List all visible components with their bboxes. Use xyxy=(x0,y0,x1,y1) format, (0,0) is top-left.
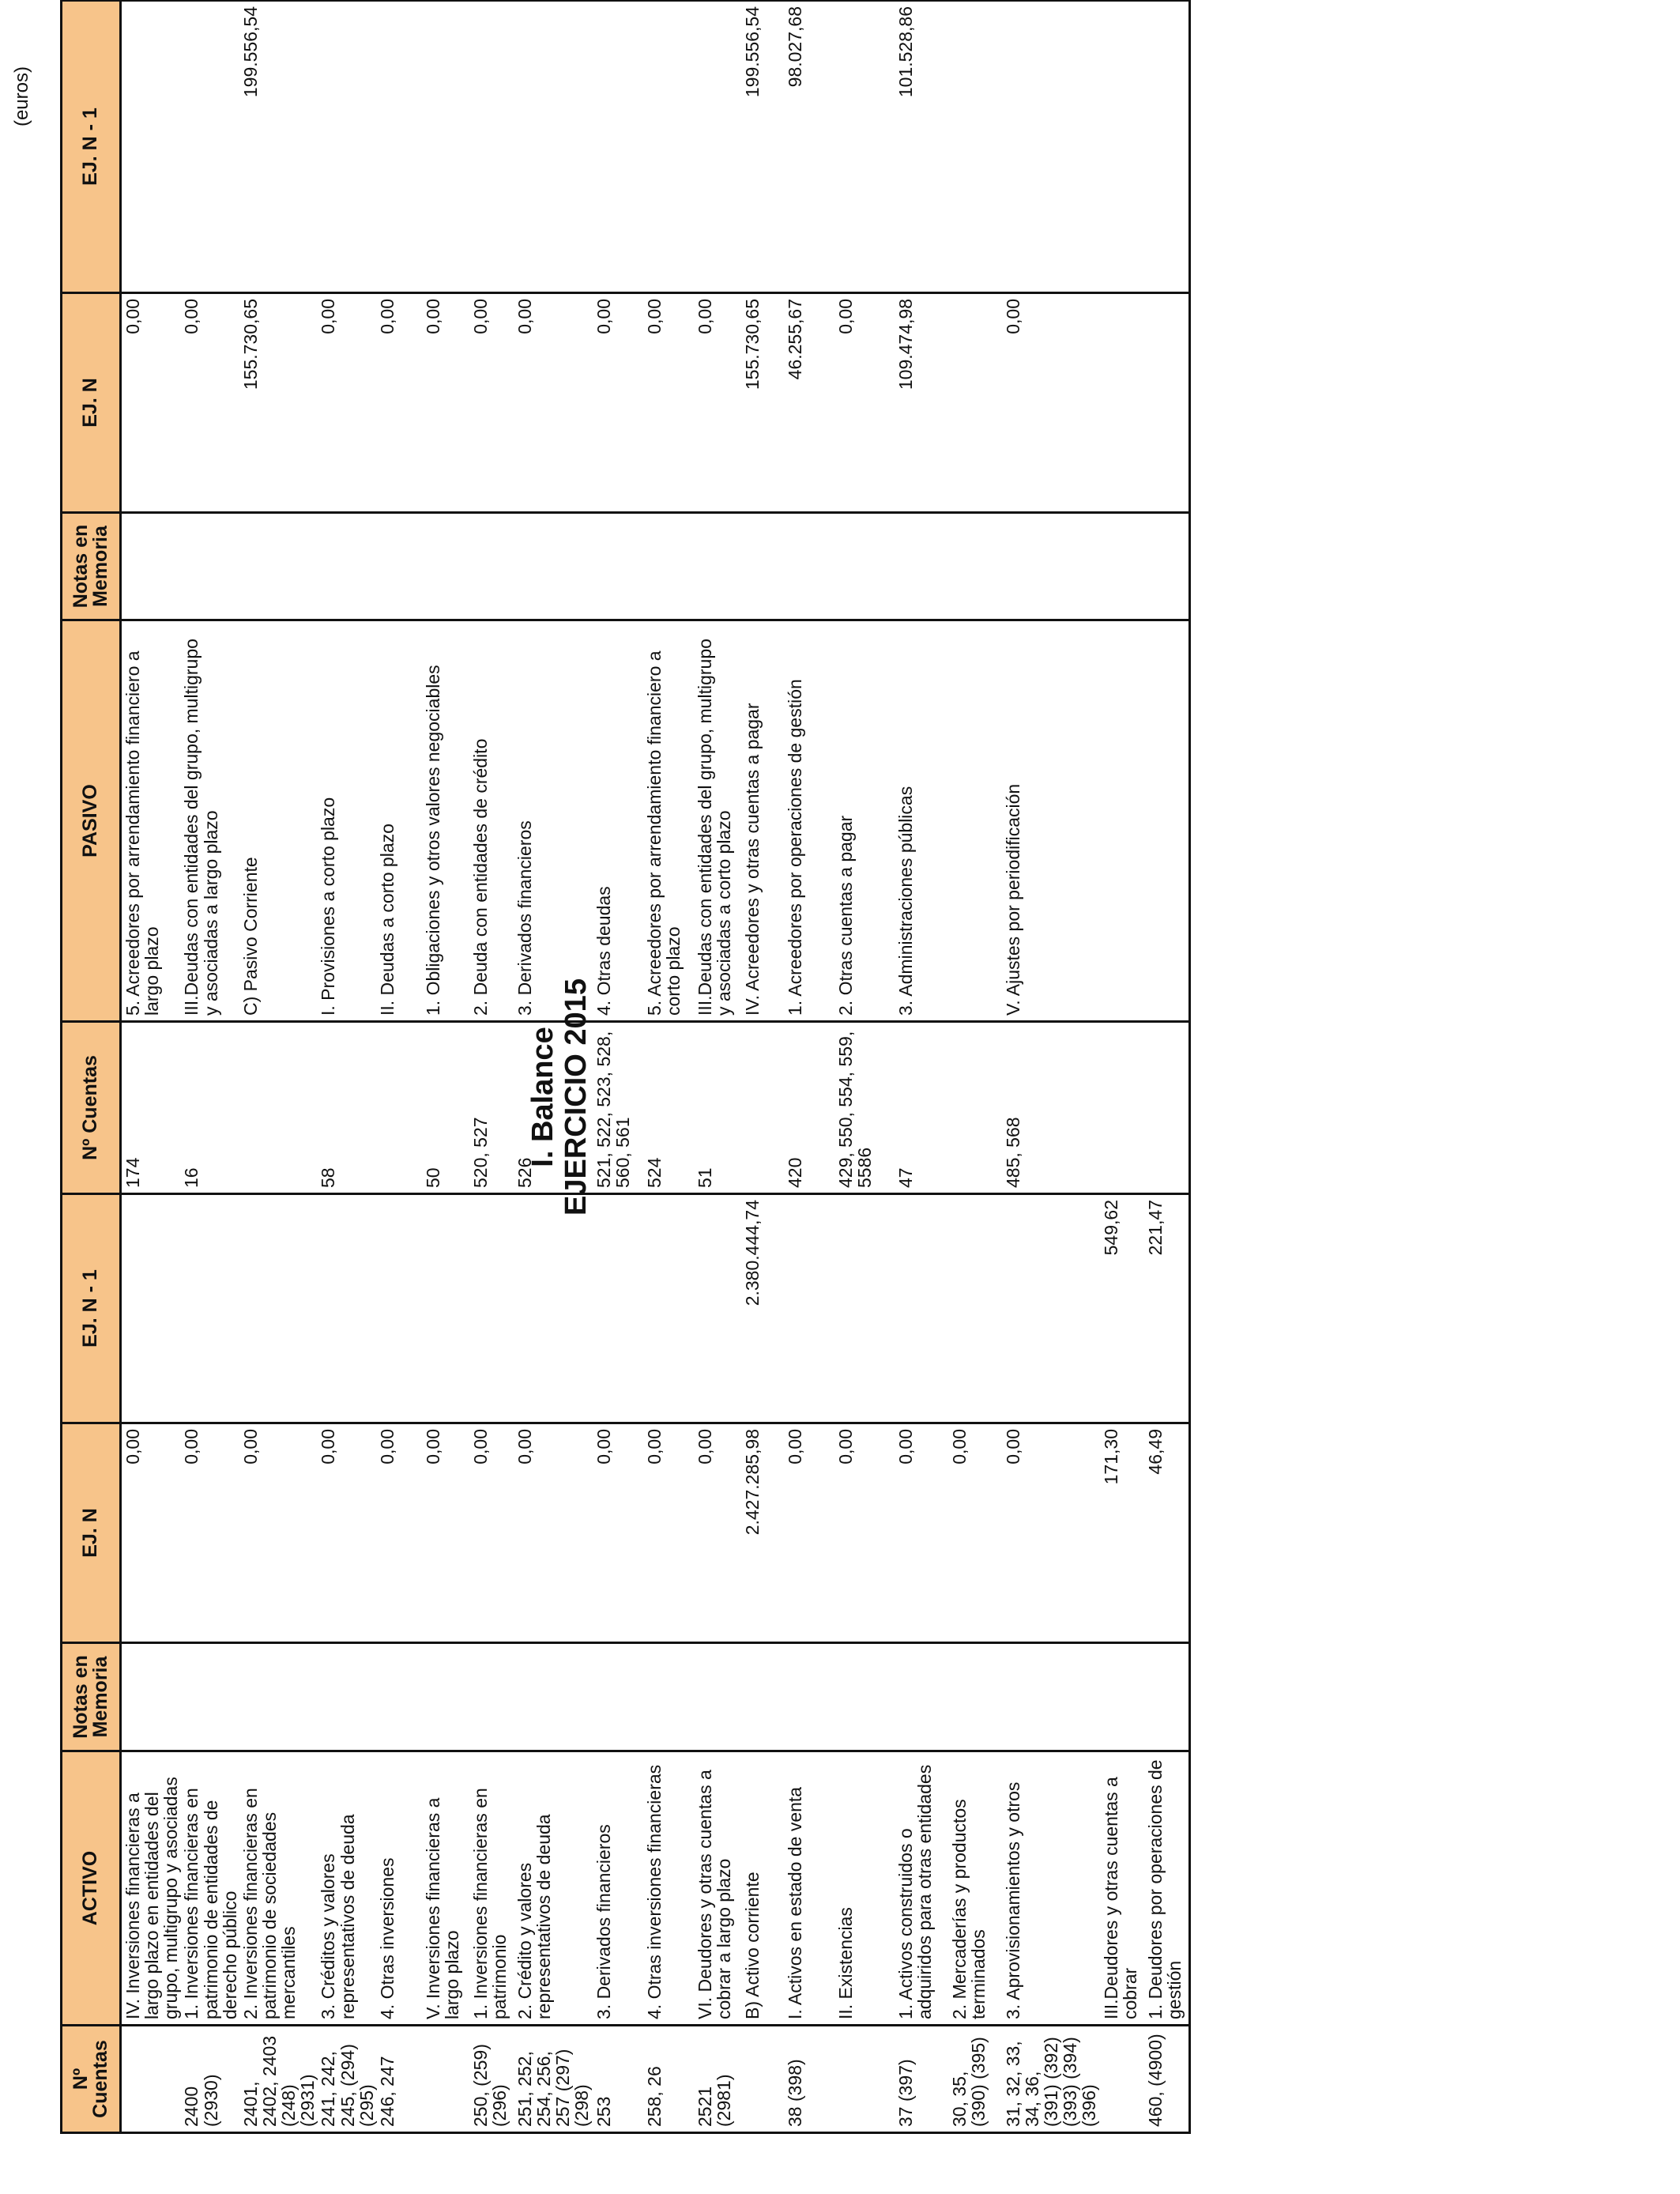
pasivo-cuentas xyxy=(239,1022,318,1194)
activo-concepto: 4. Otras inversiones xyxy=(376,1751,422,2026)
pasivo-notas xyxy=(239,513,318,620)
activo-cuentas: 253 xyxy=(593,2026,643,2133)
pasivo-notas xyxy=(834,513,895,620)
pasivo-cuentas xyxy=(948,1022,1002,1194)
pasivo-cuentas: 50 xyxy=(422,1022,469,1194)
pasivo-concepto: 4. Otras deudas xyxy=(593,620,643,1022)
activo-concepto: VI. Deudores y otras cuentas a cobrar a largo plazo xyxy=(694,1751,741,2026)
header-notas-pasivo: Notas en Memoria xyxy=(62,513,121,620)
activo-ej-n1 xyxy=(643,1194,694,1423)
pasivo-notas xyxy=(317,513,375,620)
header-pasivo: PASIVO xyxy=(62,620,121,1022)
activo-cuentas xyxy=(121,2026,181,2133)
activo-ej-n1: 2.380.444,74 xyxy=(741,1194,784,1423)
pasivo-ej-n: 109.474,98 xyxy=(895,293,948,513)
activo-ej-n: 0,00 xyxy=(239,1423,318,1643)
pasivo-concepto: 1. Obligaciones y otros valores negociables xyxy=(422,620,469,1022)
pasivo-ej-n: 46.255,67 xyxy=(784,293,834,513)
pasivo-ej-n xyxy=(1144,293,1190,513)
pasivo-ej-n: 0,00 xyxy=(121,293,181,513)
activo-ej-n1 xyxy=(593,1194,643,1423)
header-cuentas-activo: Nº Cuentas xyxy=(62,2026,121,2133)
pasivo-ej-n: 0,00 xyxy=(643,293,694,513)
pasivo-ej-n1 xyxy=(121,1,181,293)
header-ejn1-activo: EJ. N - 1 xyxy=(62,1194,121,1423)
pasivo-notas xyxy=(514,513,593,620)
activo-ej-n: 0,00 xyxy=(948,1423,1002,1643)
activo-concepto: I. Activos en estado de venta xyxy=(784,1751,834,2026)
activo-ej-n: 0,00 xyxy=(121,1423,181,1643)
activo-notas xyxy=(834,1643,895,1751)
activo-cuentas: 2401, 2402, 2403 (248) (2931) xyxy=(239,2026,318,2133)
pasivo-ej-n1 xyxy=(834,1,895,293)
table-row xyxy=(593,1,643,2133)
activo-cuentas: 250, (259) (296) xyxy=(469,2026,514,2133)
pasivo-cuentas: 526 xyxy=(514,1022,593,1194)
pasivo-concepto: 3. Derivados financieros xyxy=(514,620,593,1022)
pasivo-concepto: I. Provisiones a corto plazo xyxy=(317,620,375,1022)
pasivo-notas xyxy=(895,513,948,620)
balance-table xyxy=(60,0,1191,2134)
header-cuentas-pasivo: Nº Cuentas xyxy=(62,1022,121,1194)
pasivo-notas xyxy=(784,513,834,620)
activo-concepto: 1. Deudores por operaciones de gestión xyxy=(1144,1751,1190,2026)
activo-ej-n: 0,00 xyxy=(422,1423,469,1643)
activo-ej-n1 xyxy=(239,1194,318,1423)
activo-cuentas: 460, (4900) xyxy=(1144,2026,1190,2133)
table-row xyxy=(694,1,741,2133)
pasivo-cuentas: 16 xyxy=(180,1022,239,1194)
activo-ej-n1 xyxy=(121,1194,181,1423)
pasivo-ej-n: 0,00 xyxy=(593,293,643,513)
pasivo-ej-n: 0,00 xyxy=(317,293,375,513)
activo-concepto: 4. Otras inversiones financieras xyxy=(643,1751,694,2026)
pasivo-concepto: 5. Acreedores por arrendamiento financiero a corto plazo xyxy=(643,620,694,1022)
table-row xyxy=(834,1,895,2133)
pasivo-ej-n1 xyxy=(1002,1,1100,293)
pasivo-notas xyxy=(121,513,181,620)
pasivo-notas xyxy=(422,513,469,620)
pasivo-concepto: 5. Acreedores por arrendamiento financiero a largo plazo xyxy=(121,620,181,1022)
activo-concepto: II. Existencias xyxy=(834,1751,895,2026)
pasivo-ej-n1: 101.528,86 xyxy=(895,1,948,293)
activo-cuentas: 37 (397) xyxy=(895,2026,948,2133)
pasivo-ej-n1 xyxy=(180,1,239,293)
pasivo-concepto: III.Deudas con entidades del grupo, multigrupo y asociadas a largo plazo xyxy=(180,620,239,1022)
activo-cuentas: 258, 26 xyxy=(643,2026,694,2133)
activo-ej-n1: 549,62 xyxy=(1100,1194,1144,1423)
table-row xyxy=(1144,1,1190,2133)
table-row xyxy=(514,1,593,2133)
activo-concepto: B) Activo corriente xyxy=(741,1751,784,2026)
pasivo-ej-n: 0,00 xyxy=(1002,293,1100,513)
pasivo-concepto: V. Ajustes por periodificación xyxy=(1002,620,1100,1022)
pasivo-notas xyxy=(1100,513,1144,620)
pasivo-notas xyxy=(948,513,1002,620)
activo-cuentas: 31, 32, 33, 34, 36, (391) (392) (393) (394) (396) xyxy=(1002,2026,1100,2133)
pasivo-ej-n: 155.730,65 xyxy=(239,293,318,513)
activo-ej-n: 0,00 xyxy=(784,1423,834,1643)
pasivo-ej-n: 0,00 xyxy=(422,293,469,513)
header-ejn-activo: EJ. N xyxy=(62,1423,121,1643)
pasivo-cuentas: 420 xyxy=(784,1022,834,1194)
activo-ej-n1 xyxy=(376,1194,422,1423)
activo-cuentas: 38 (398) xyxy=(784,2026,834,2133)
table-header-row xyxy=(62,1,121,2133)
document-title: I. Balance xyxy=(526,1027,559,1167)
activo-concepto: 2. Mercaderías y productos terminados xyxy=(948,1751,1002,2026)
activo-ej-n: 171,30 xyxy=(1100,1423,1144,1643)
activo-notas xyxy=(1002,1643,1100,1751)
activo-notas xyxy=(239,1643,318,1751)
pasivo-ej-n: 0,00 xyxy=(694,293,741,513)
activo-ej-n1 xyxy=(1002,1194,1100,1423)
pasivo-concepto: 1. Acreedores por operaciones de gestión xyxy=(784,620,834,1022)
pasivo-notas xyxy=(180,513,239,620)
activo-ej-n: 0,00 xyxy=(834,1423,895,1643)
pasivo-ej-n xyxy=(948,293,1002,513)
pasivo-notas xyxy=(469,513,514,620)
table-row xyxy=(469,1,514,2133)
activo-concepto: V. Inversiones financieras a largo plazo xyxy=(422,1751,469,2026)
table-row xyxy=(784,1,834,2133)
pasivo-ej-n: 0,00 xyxy=(180,293,239,513)
activo-notas xyxy=(1144,1643,1190,1751)
pasivo-cuentas xyxy=(376,1022,422,1194)
table-row xyxy=(1100,1,1144,2133)
activo-concepto: 1. Activos construidos o adquiridos para otras entidades xyxy=(895,1751,948,2026)
activo-ej-n: 0,00 xyxy=(376,1423,422,1643)
table-row xyxy=(948,1,1002,2133)
activo-ej-n1 xyxy=(694,1194,741,1423)
activo-concepto: IV. Inversiones financieras a largo plazo en entidades del grupo, multigrupo y asociadas xyxy=(121,1751,181,2026)
pasivo-ej-n1 xyxy=(514,1,593,293)
activo-notas xyxy=(741,1643,784,1751)
pasivo-ej-n1: 199.556,54 xyxy=(741,1,784,293)
activo-cuentas xyxy=(741,2026,784,2133)
activo-ej-n: 0,00 xyxy=(694,1423,741,1643)
pasivo-concepto: II. Deudas a corto plazo xyxy=(376,620,422,1022)
pasivo-concepto: C) Pasivo Corriente xyxy=(239,620,318,1022)
pasivo-cuentas: 47 xyxy=(895,1022,948,1194)
activo-notas xyxy=(376,1643,422,1751)
pasivo-cuentas xyxy=(1144,1022,1190,1194)
pasivo-concepto: III.Deudas con entidades del grupo, multigrupo y asociadas a corto plazo xyxy=(694,620,741,1022)
activo-notas xyxy=(317,1643,375,1751)
pasivo-notas xyxy=(643,513,694,620)
pasivo-cuentas: 51 xyxy=(694,1022,741,1194)
pasivo-ej-n1 xyxy=(376,1,422,293)
activo-ej-n: 2.427.285,98 xyxy=(741,1423,784,1643)
header-notas-activo: Notas en Memoria xyxy=(62,1643,121,1751)
currency-unit: (euros) xyxy=(11,66,32,127)
pasivo-notas xyxy=(593,513,643,620)
activo-concepto: 2. Inversiones financieras en patrimonio de sociedades mercantiles xyxy=(239,1751,318,2026)
pasivo-ej-n1: 199.556,54 xyxy=(239,1,318,293)
table-row xyxy=(376,1,422,2133)
table-row xyxy=(895,1,948,2133)
pasivo-concepto xyxy=(948,620,1002,1022)
pasivo-cuentas: 485, 568 xyxy=(1002,1022,1100,1194)
pasivo-concepto xyxy=(1100,620,1144,1022)
pasivo-notas xyxy=(741,513,784,620)
activo-notas xyxy=(694,1643,741,1751)
pasivo-notas xyxy=(1144,513,1190,620)
pasivo-ej-n: 0,00 xyxy=(469,293,514,513)
activo-notas xyxy=(784,1643,834,1751)
table-row xyxy=(239,1,318,2133)
activo-ej-n: 0,00 xyxy=(317,1423,375,1643)
activo-ej-n: 0,00 xyxy=(514,1423,593,1643)
pasivo-ej-n xyxy=(1100,293,1144,513)
activo-ej-n1 xyxy=(317,1194,375,1423)
pasivo-ej-n: 0,00 xyxy=(834,293,895,513)
activo-ej-n1 xyxy=(784,1194,834,1423)
pasivo-concepto: IV. Acreedores y otras cuentas a pagar xyxy=(741,620,784,1022)
activo-ej-n1 xyxy=(180,1194,239,1423)
pasivo-cuentas: 58 xyxy=(317,1022,375,1194)
pasivo-cuentas: 174 xyxy=(121,1022,181,1194)
activo-ej-n1 xyxy=(895,1194,948,1423)
document-subtitle: EJERCICIO 2015 xyxy=(559,978,593,1216)
activo-cuentas: 2521 (2981) xyxy=(694,2026,741,2133)
activo-ej-n: 0,00 xyxy=(180,1423,239,1643)
activo-concepto: III.Deudores y otras cuentas a cobrar xyxy=(1100,1751,1144,2026)
activo-ej-n1 xyxy=(948,1194,1002,1423)
activo-notas xyxy=(895,1643,948,1751)
table-row xyxy=(1002,1,1100,2133)
activo-ej-n: 46,49 xyxy=(1144,1423,1190,1643)
pasivo-ej-n: 0,00 xyxy=(514,293,593,513)
activo-ej-n1: 221,47 xyxy=(1144,1194,1190,1423)
pasivo-concepto: 2. Otras cuentas a pagar xyxy=(834,620,895,1022)
table-row xyxy=(180,1,239,2133)
pasivo-cuentas: 521, 522, 523, 528, 560, 561 xyxy=(593,1022,643,1194)
activo-ej-n1 xyxy=(469,1194,514,1423)
activo-concepto: 3. Derivados financieros xyxy=(593,1751,643,2026)
pasivo-ej-n: 155.730,65 xyxy=(741,293,784,513)
activo-cuentas xyxy=(422,2026,469,2133)
activo-ej-n: 0,00 xyxy=(643,1423,694,1643)
table-row xyxy=(643,1,694,2133)
pasivo-ej-n1 xyxy=(694,1,741,293)
table-row xyxy=(741,1,784,2133)
activo-notas xyxy=(643,1643,694,1751)
pasivo-concepto xyxy=(1144,620,1190,1022)
activo-cuentas: 30, 35, (390) (395) xyxy=(948,2026,1002,2133)
activo-concepto: 1. Inversiones financieras en patrimonio xyxy=(469,1751,514,2026)
activo-ej-n1 xyxy=(422,1194,469,1423)
activo-cuentas: 246, 247 xyxy=(376,2026,422,2133)
pasivo-notas xyxy=(1002,513,1100,620)
pasivo-ej-n1 xyxy=(1144,1,1190,293)
pasivo-ej-n1 xyxy=(948,1,1002,293)
pasivo-ej-n1 xyxy=(1100,1,1144,293)
activo-notas xyxy=(514,1643,593,1751)
pasivo-ej-n1: 98.027,68 xyxy=(784,1,834,293)
activo-ej-n: 0,00 xyxy=(593,1423,643,1643)
activo-cuentas: 251, 252, 254, 256, 257 (297) (298) xyxy=(514,2026,593,2133)
activo-notas xyxy=(422,1643,469,1751)
pasivo-cuentas: 520, 527 xyxy=(469,1022,514,1194)
pasivo-cuentas: 429, 550, 554, 559, 5586 xyxy=(834,1022,895,1194)
pasivo-ej-n: 0,00 xyxy=(376,293,422,513)
activo-ej-n: 0,00 xyxy=(895,1423,948,1643)
activo-notas xyxy=(1100,1643,1144,1751)
activo-notas xyxy=(469,1643,514,1751)
activo-concepto: 3. Aprovisionamientos y otros xyxy=(1002,1751,1100,2026)
activo-ej-n: 0,00 xyxy=(469,1423,514,1643)
activo-notas xyxy=(948,1643,1002,1751)
activo-ej-n1 xyxy=(514,1194,593,1423)
activo-notas xyxy=(593,1643,643,1751)
pasivo-ej-n1 xyxy=(469,1,514,293)
activo-concepto: 1. Inversiones financieras en patrimonio de entidades de derecho público xyxy=(180,1751,239,2026)
pasivo-cuentas: 524 xyxy=(643,1022,694,1194)
activo-cuentas xyxy=(1100,2026,1144,2133)
pasivo-notas xyxy=(376,513,422,620)
pasivo-notas xyxy=(694,513,741,620)
header-ejn-pasivo: EJ. N xyxy=(62,293,121,513)
header-activo: ACTIVO xyxy=(62,1751,121,2026)
activo-ej-n: 0,00 xyxy=(1002,1423,1100,1643)
activo-notas xyxy=(121,1643,181,1751)
pasivo-ej-n1 xyxy=(593,1,643,293)
activo-concepto: 3. Créditos y valores representativos de deuda xyxy=(317,1751,375,2026)
pasivo-ej-n1 xyxy=(643,1,694,293)
pasivo-cuentas xyxy=(741,1022,784,1194)
table-row xyxy=(121,1,181,2133)
activo-ej-n1 xyxy=(834,1194,895,1423)
activo-concepto: 2. Crédito y valores representativos de deuda xyxy=(514,1751,593,2026)
activo-cuentas xyxy=(834,2026,895,2133)
activo-cuentas: 2400 (2930) xyxy=(180,2026,239,2133)
pasivo-concepto: 2. Deuda con entidades de crédito xyxy=(469,620,514,1022)
pasivo-cuentas xyxy=(1100,1022,1144,1194)
header-ejn1-pasivo: EJ. N - 1 xyxy=(62,1,121,293)
table-row xyxy=(422,1,469,2133)
table-row xyxy=(317,1,375,2133)
activo-notas xyxy=(180,1643,239,1751)
pasivo-ej-n1 xyxy=(422,1,469,293)
pasivo-ej-n1 xyxy=(317,1,375,293)
pasivo-concepto: 3. Administraciones públicas xyxy=(895,620,948,1022)
activo-cuentas: 241, 242, 245, (294) (295) xyxy=(317,2026,375,2133)
